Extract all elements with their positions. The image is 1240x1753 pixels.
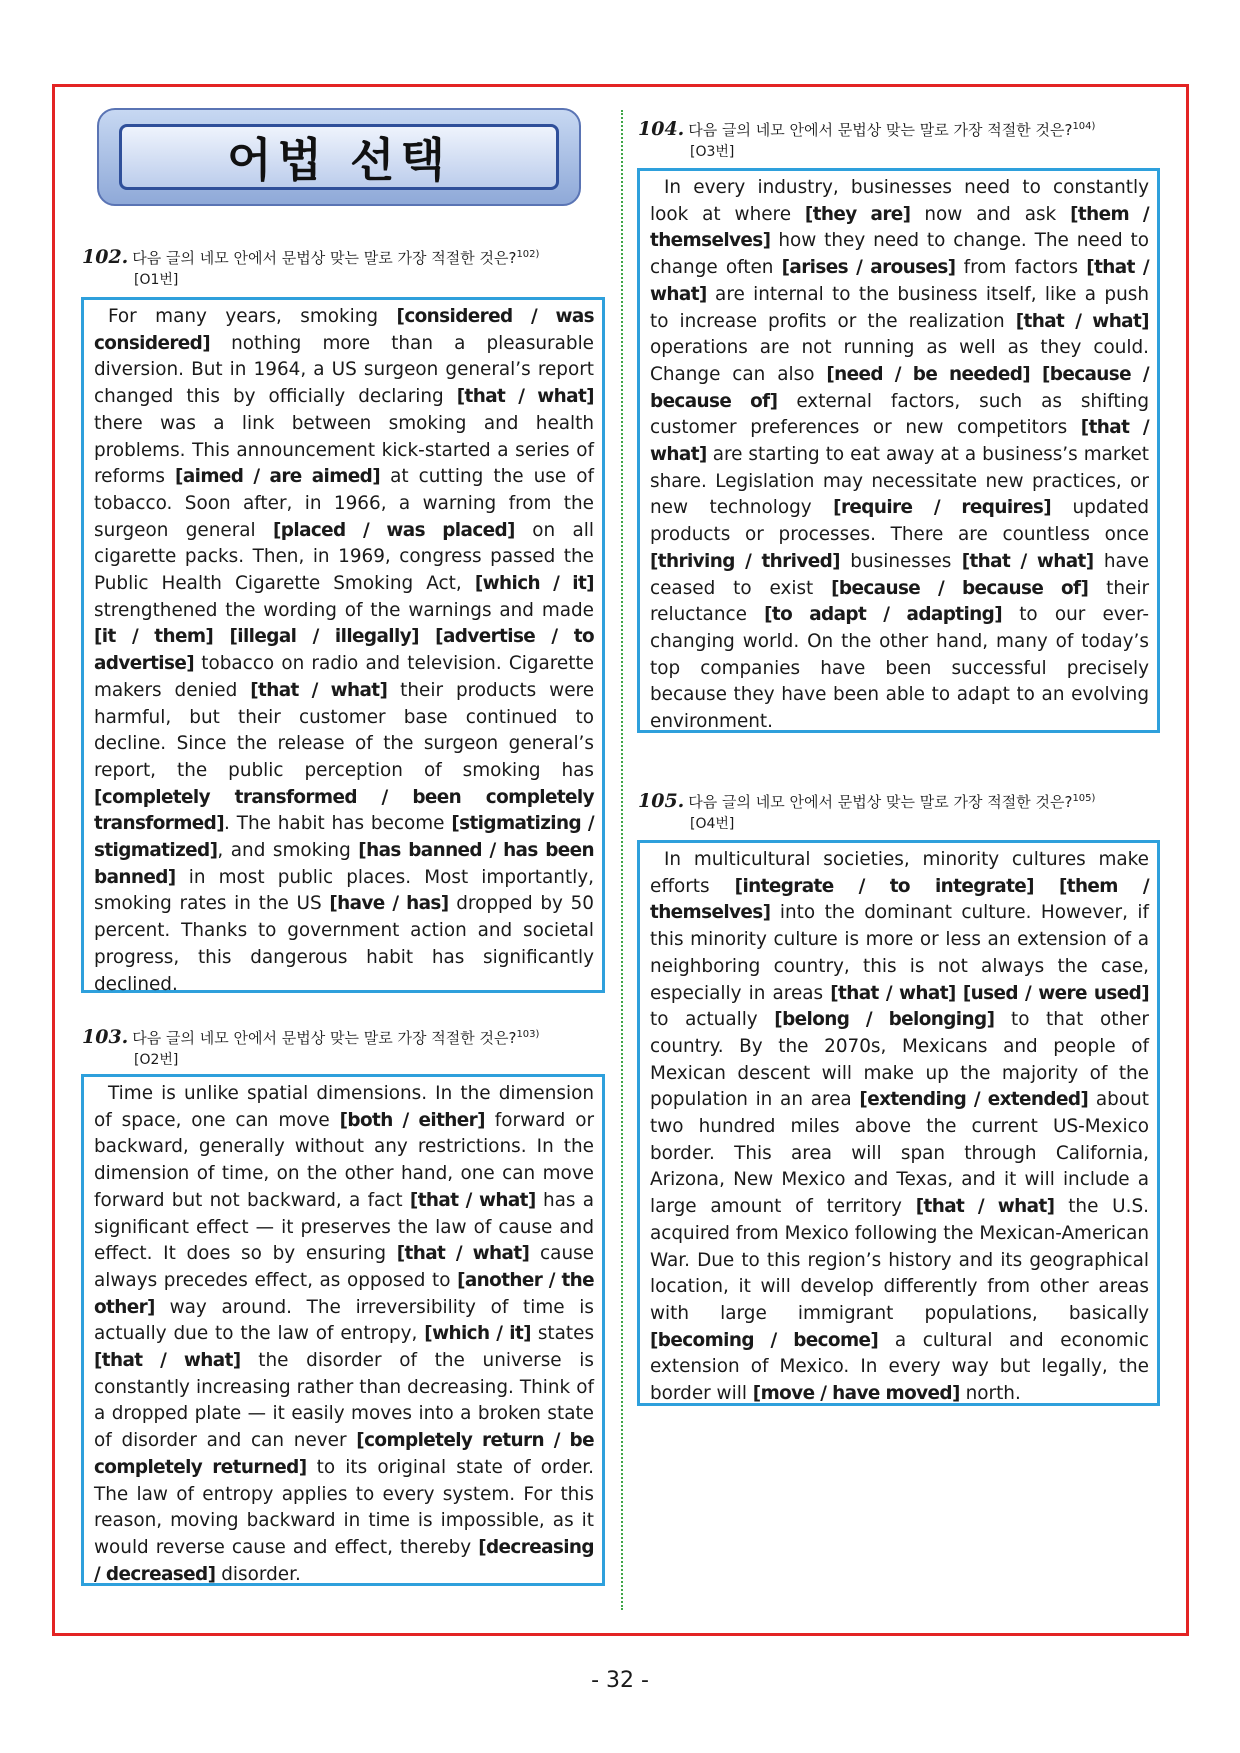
title-banner xyxy=(97,108,581,206)
passage-103 xyxy=(81,1074,605,1586)
question-103-header xyxy=(82,1024,622,1071)
question-number: 102. xyxy=(82,246,129,268)
footnote-ref: 102) xyxy=(516,249,540,260)
page-title: 어법 선택 xyxy=(227,133,451,187)
question-prompt: 다음 글의 네모 안에서 문법상 맞는 말로 가장 적절한 것은? xyxy=(688,121,1073,139)
column-divider xyxy=(621,110,623,1610)
passage-105-text: In multicultural societies, minority cultures make efforts [integrate / to integrate] [them / themselves] into the dominant culture. However, if this minority culture is more or less an extension of a neighboring country, this is not always the case, especially in areas [that / what] [used / were used] to actually [belong / belonging] to that other country. By the 2070s, Mexicans and people of Mexican descent will make up the majority of the population in an area [extending / extended] about two hundred miles above the current US-Mexico border. This area will span through California, Arizona, New Mexico and Texas, and it will include a large amount of territory [that / what] the U.S. acquired from Mexico following the Mexican-American War. Due to this region’s history and its geographical location, it will develop differently from other areas with large immigrant populations, basically [becoming / become] a cultural and economic extension of Mexico. In every way but legally, the border will [move / have moved] north. xyxy=(650,849,1150,1405)
question-code: [O2번] xyxy=(134,1052,179,1068)
question-105-header xyxy=(638,788,1178,835)
question-prompt: 다음 글의 네모 안에서 문법상 맞는 말로 가장 적절한 것은? xyxy=(132,249,517,267)
question-number: 105. xyxy=(638,790,685,812)
footnote-ref: 103) xyxy=(516,1029,540,1040)
question-code: [O3번] xyxy=(690,144,735,160)
title-inner-box xyxy=(119,124,559,190)
question-102-header xyxy=(82,244,622,291)
question-104-header xyxy=(638,116,1178,163)
question-number: 103. xyxy=(82,1026,129,1048)
question-prompt: 다음 글의 네모 안에서 문법상 맞는 말로 가장 적절한 것은? xyxy=(132,1029,517,1047)
passage-103-text: Time is unlike spatial dimensions. In the dimension of space, one can move [both / either] forward or backward, generally without any restrictions. In the dimension of time, on the other hand, one can move forward but not backward, a fact [that / what] has a significant effect — it preserves the law of cause and effect. It does so by ensuring [that / what] cause always precedes effect, as opposed to [another / the other] way around. The irreversibility of time is actually due to the law of entropy, [which / it] states [that / what] the disorder of the universe is constantly increasing rather than decreasing. Think of a dropped plate — it easily moves into a broken state of disorder and can never [completely return / be completely returned] to its original state of order. The law of entropy applies to every system. For this reason, moving backward in time is impossible, as it would reverse cause and effect, thereby [decreasing / decreased] disorder. xyxy=(94,1083,595,1585)
question-number: 104. xyxy=(638,118,685,140)
passage-104 xyxy=(637,168,1160,733)
question-prompt: 다음 글의 네모 안에서 문법상 맞는 말로 가장 적절한 것은? xyxy=(688,793,1073,811)
question-code: [O4번] xyxy=(690,816,735,832)
passage-104-text: In every industry, businesses need to constantly look at where [they are] now and ask [them / themselves] how they need to change. The need to change often [arises / arouses] from factors [that / what] are internal to the business itself, like a push to increase profits or the realization [that / what] operations are not running as well as they could. Change can also [need / be needed] [because / because of] external factors, such as shifting customer preferences or new competitors [that / what] are starting to eat away at a business’s market share. Legislation may necessitate new practices, or new technology [require / requires] updated products or processes. There are countless once [thriving / thrived] businesses [that / what] have ceased to exist [because / because of] their reluctance [to adapt / adapting] to our ever-changing world. On the other hand, many of today’s top companies have been successful precisely because they have been able to adapt to an evolving environment. xyxy=(650,177,1150,733)
page-number: - 32 - xyxy=(591,1668,649,1693)
footnote-ref: 105) xyxy=(1072,793,1096,804)
passage-102 xyxy=(81,297,605,993)
question-code: [O1번] xyxy=(134,272,179,288)
passage-102-text: For many years, smoking [considered / was considered] nothing more than a pleasurable diversion. But in 1964, a US surgeon general’s report changed this by officially declaring [that / what] there was a link between smoking and health problems. This announcement kick-started a series of reforms [aimed / are aimed] at cutting the use of tobacco. Soon after, in 1966, a warning from the surgeon general [placed / was placed] on all cigarette packs. Then, in 1969, congress passed the Public Health Cigarette Smoking Act, [which / it] strengthened the wording of the warnings and made [it / them] [illegal / illegally] [advertise / to advertise] tobacco on radio and television. Cigarette makers denied [that / what] their products were harmful, but their customer base continued to decline. Since the release of the surgeon general’s report, the public perception of smoking has [completely transformed / been completely transformed]. The habit has become [stigmatizing / stigmatized], and smoking [has banned / has been banned] in most public places. Most importantly, smoking rates in the US [have / has] dropped by 50 percent. Thanks to government action and societal progress, this dangerous habit has significantly declined. xyxy=(94,306,595,995)
footnote-ref: 104) xyxy=(1072,121,1096,132)
passage-105 xyxy=(637,840,1160,1406)
